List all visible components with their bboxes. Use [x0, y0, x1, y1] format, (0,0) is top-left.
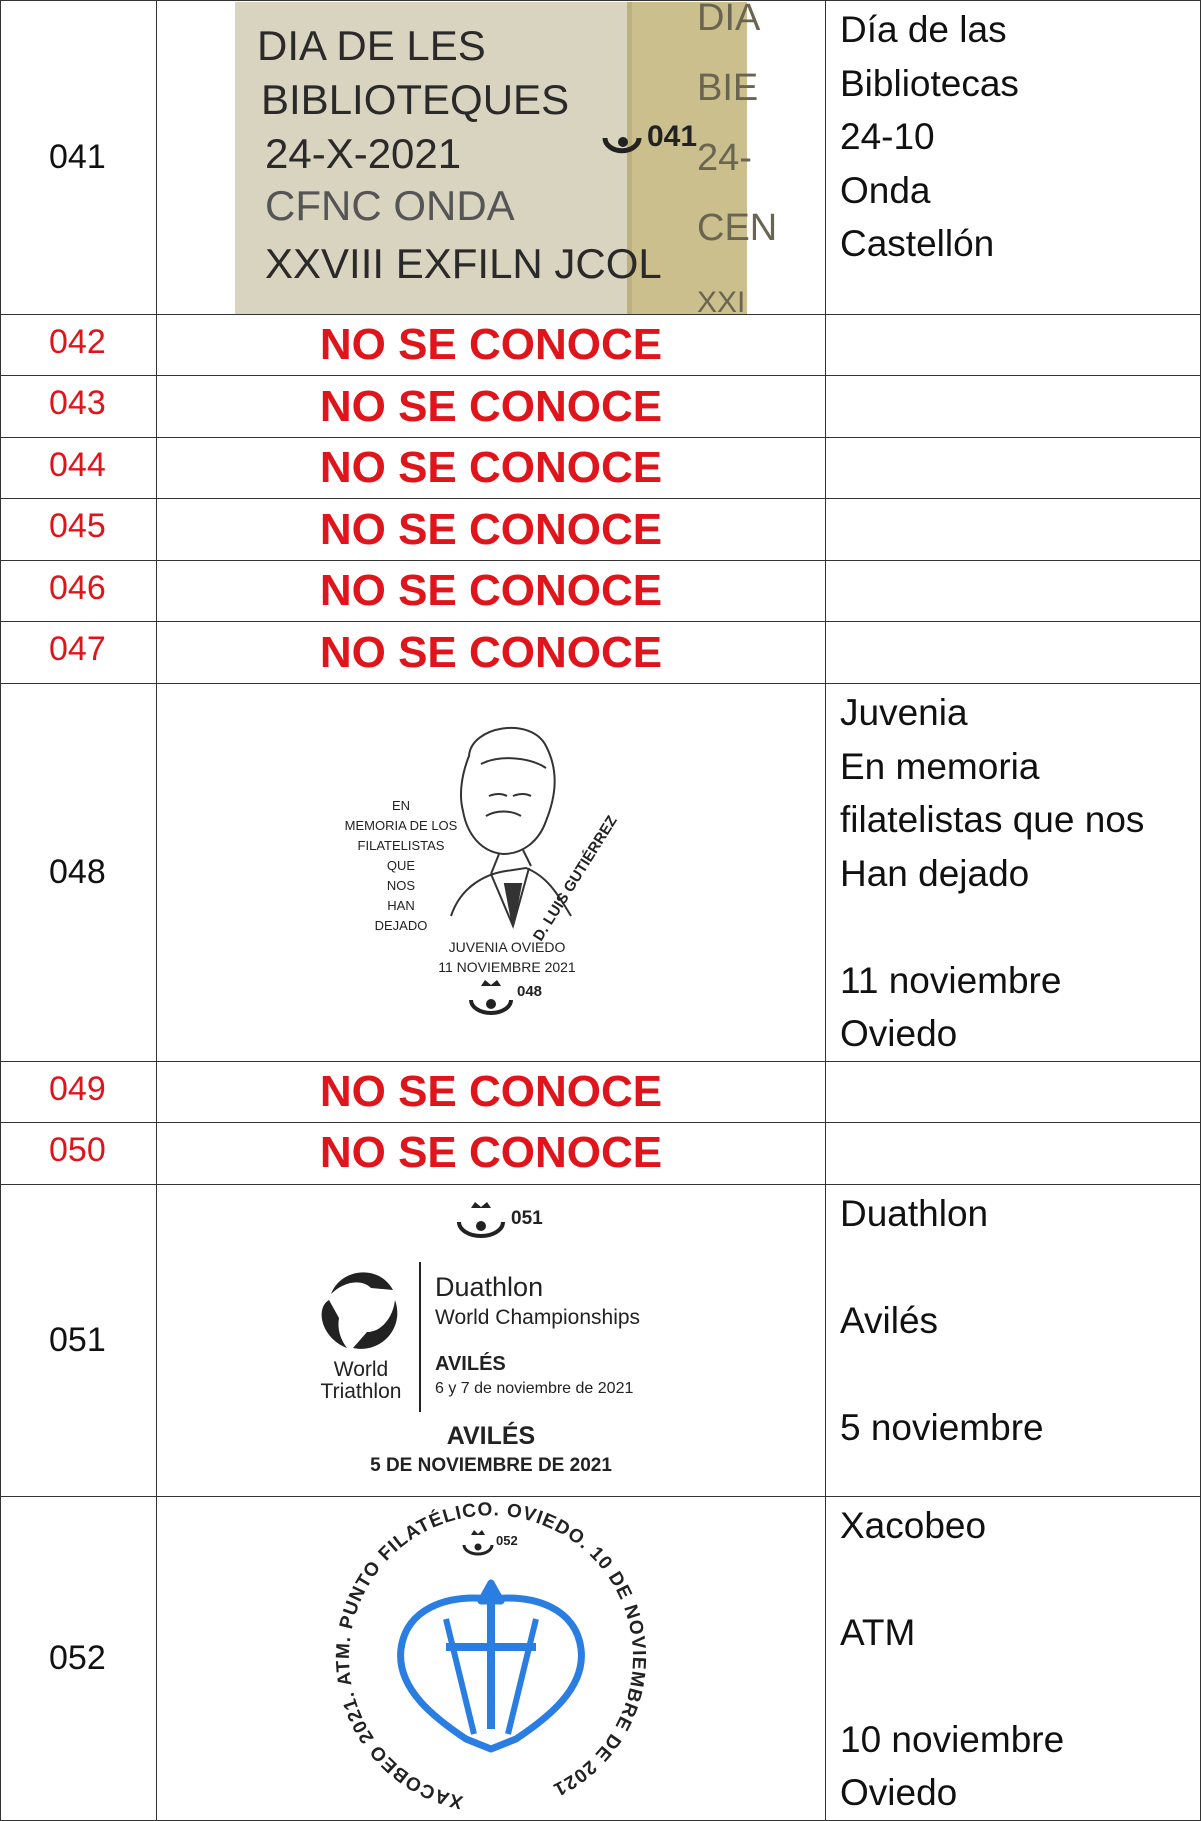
postmark-line: CFNC ONDA	[265, 181, 515, 229]
event-subtitle: World Championships	[435, 1306, 641, 1329]
postmark-code: 041	[647, 119, 698, 153]
event-dates: 6 y 7 de noviembre de 2021	[435, 1380, 634, 1397]
row-number: 045	[1, 499, 157, 561]
postmark-place: JUVENIA OVIEDO	[448, 939, 566, 956]
postmark-edge-line: CEN	[697, 206, 778, 249]
postmark-052	[326, 1499, 656, 1817]
postmark-date: 11 NOVIEMBRE 2021	[438, 959, 576, 976]
table-row	[1, 1, 1201, 315]
event-title: Duathlon	[435, 1272, 544, 1302]
event-city: AVILÉS	[435, 1353, 506, 1375]
stamp-description: Xacobeo ATM 10 noviembre Oviedo	[826, 1496, 1201, 1820]
postmark-041-photo	[235, 0, 778, 319]
stamp-description: Día de las Bibliotecas 24-10 Onda Castellón	[826, 1, 1201, 315]
unknown-label: NO SE CONOCE	[157, 622, 826, 684]
stamp-description	[826, 622, 1201, 684]
unknown-label: NO SE CONOCE	[157, 1061, 826, 1122]
stamp-description	[826, 1061, 1201, 1122]
stamp-description: Juvenia En memoria filatelistas que nos Han dejado 11 noviembre Oviedo	[826, 684, 1201, 1062]
row-number: 050	[1, 1122, 157, 1184]
memorial-line: FILATELISTAS	[357, 838, 445, 854]
postmark-code: 048	[517, 983, 543, 1001]
row-number: 047	[1, 622, 157, 684]
stamp-image-cell	[157, 0, 826, 319]
portrait-name: D. LUIS GUTIÉRREZ	[529, 813, 621, 945]
stamp-description	[826, 1122, 1201, 1184]
unknown-label: NO SE CONOCE	[157, 315, 826, 376]
row-number: 042	[1, 315, 157, 376]
memorial-line: QUE	[386, 858, 416, 874]
row-number: 041	[1, 1, 157, 315]
postmark-city: AVILÉS	[446, 1422, 536, 1450]
stamp-image-cell	[157, 1184, 826, 1496]
table-row	[1, 561, 1201, 622]
postmark-edge-line: XXI	[697, 285, 746, 319]
row-number: 048	[1, 684, 157, 1062]
table-row	[1, 1184, 1201, 1496]
row-number: 052	[1, 1496, 157, 1820]
ring-text-path: XACOBEO 2021. ATM. PUNTO FILATÉLICO. OVIEDO. 10 DE NOVIEMBRE DE 2021	[332, 1499, 650, 1813]
unknown-label: NO SE CONOCE	[157, 499, 826, 561]
stamp-description	[826, 438, 1201, 499]
postmark-line: XXVIII EXFILN JCOL	[265, 239, 662, 287]
table-row	[1, 376, 1201, 438]
postmark-code: 051	[511, 1208, 543, 1229]
table-row	[1, 438, 1201, 499]
row-number: 046	[1, 561, 157, 622]
stamp-description	[826, 376, 1201, 438]
postmark-line: DIA DE LES	[257, 21, 486, 69]
table-row	[1, 1496, 1201, 1820]
unknown-label: NO SE CONOCE	[157, 376, 826, 438]
postmark-051	[299, 1186, 683, 1494]
row-number: 049	[1, 1061, 157, 1122]
table-row	[1, 1122, 1201, 1184]
postmark-048	[341, 716, 641, 1028]
postmark-line: 24-X-2021	[265, 129, 462, 177]
memorial-line: EN	[391, 798, 411, 814]
row-number: 051	[1, 1184, 157, 1496]
table-row	[1, 499, 1201, 561]
row-number: 044	[1, 438, 157, 499]
stamp-description	[826, 561, 1201, 622]
postmark-line: BIBLIOTEQUES	[261, 75, 570, 123]
unknown-label: NO SE CONOCE	[157, 561, 826, 622]
stamp-image-cell	[157, 684, 826, 1062]
stamp-description	[826, 499, 1201, 561]
postmark-edge-line: BIE	[697, 66, 759, 109]
brand-line: Triathlon	[320, 1380, 402, 1403]
table-row	[1, 315, 1201, 376]
postmark-edge-line: 24-	[697, 136, 752, 179]
stamp-description	[826, 315, 1201, 376]
brand-line: World	[333, 1358, 389, 1381]
postmark-code: 052	[496, 1533, 518, 1548]
unknown-label: NO SE CONOCE	[157, 438, 826, 499]
postmark-edge-line: DIA	[697, 0, 761, 39]
memorial-line: NOS	[386, 878, 416, 894]
unknown-label: NO SE CONOCE	[157, 1122, 826, 1184]
table-row	[1, 622, 1201, 684]
table-row	[1, 684, 1201, 1062]
stamp-description: Duathlon Avilés 5 noviembre	[826, 1184, 1201, 1496]
memorial-line: MEMORIA DE LOS	[344, 818, 458, 834]
postmark-date: 5 DE NOVIEMBRE DE 2021	[370, 1455, 612, 1476]
row-number: 043	[1, 376, 157, 438]
memorial-line: HAN	[387, 898, 415, 914]
table-row	[1, 1061, 1201, 1122]
stamp-image-cell	[157, 1496, 826, 1820]
memorial-line: DEJADO	[374, 918, 428, 934]
